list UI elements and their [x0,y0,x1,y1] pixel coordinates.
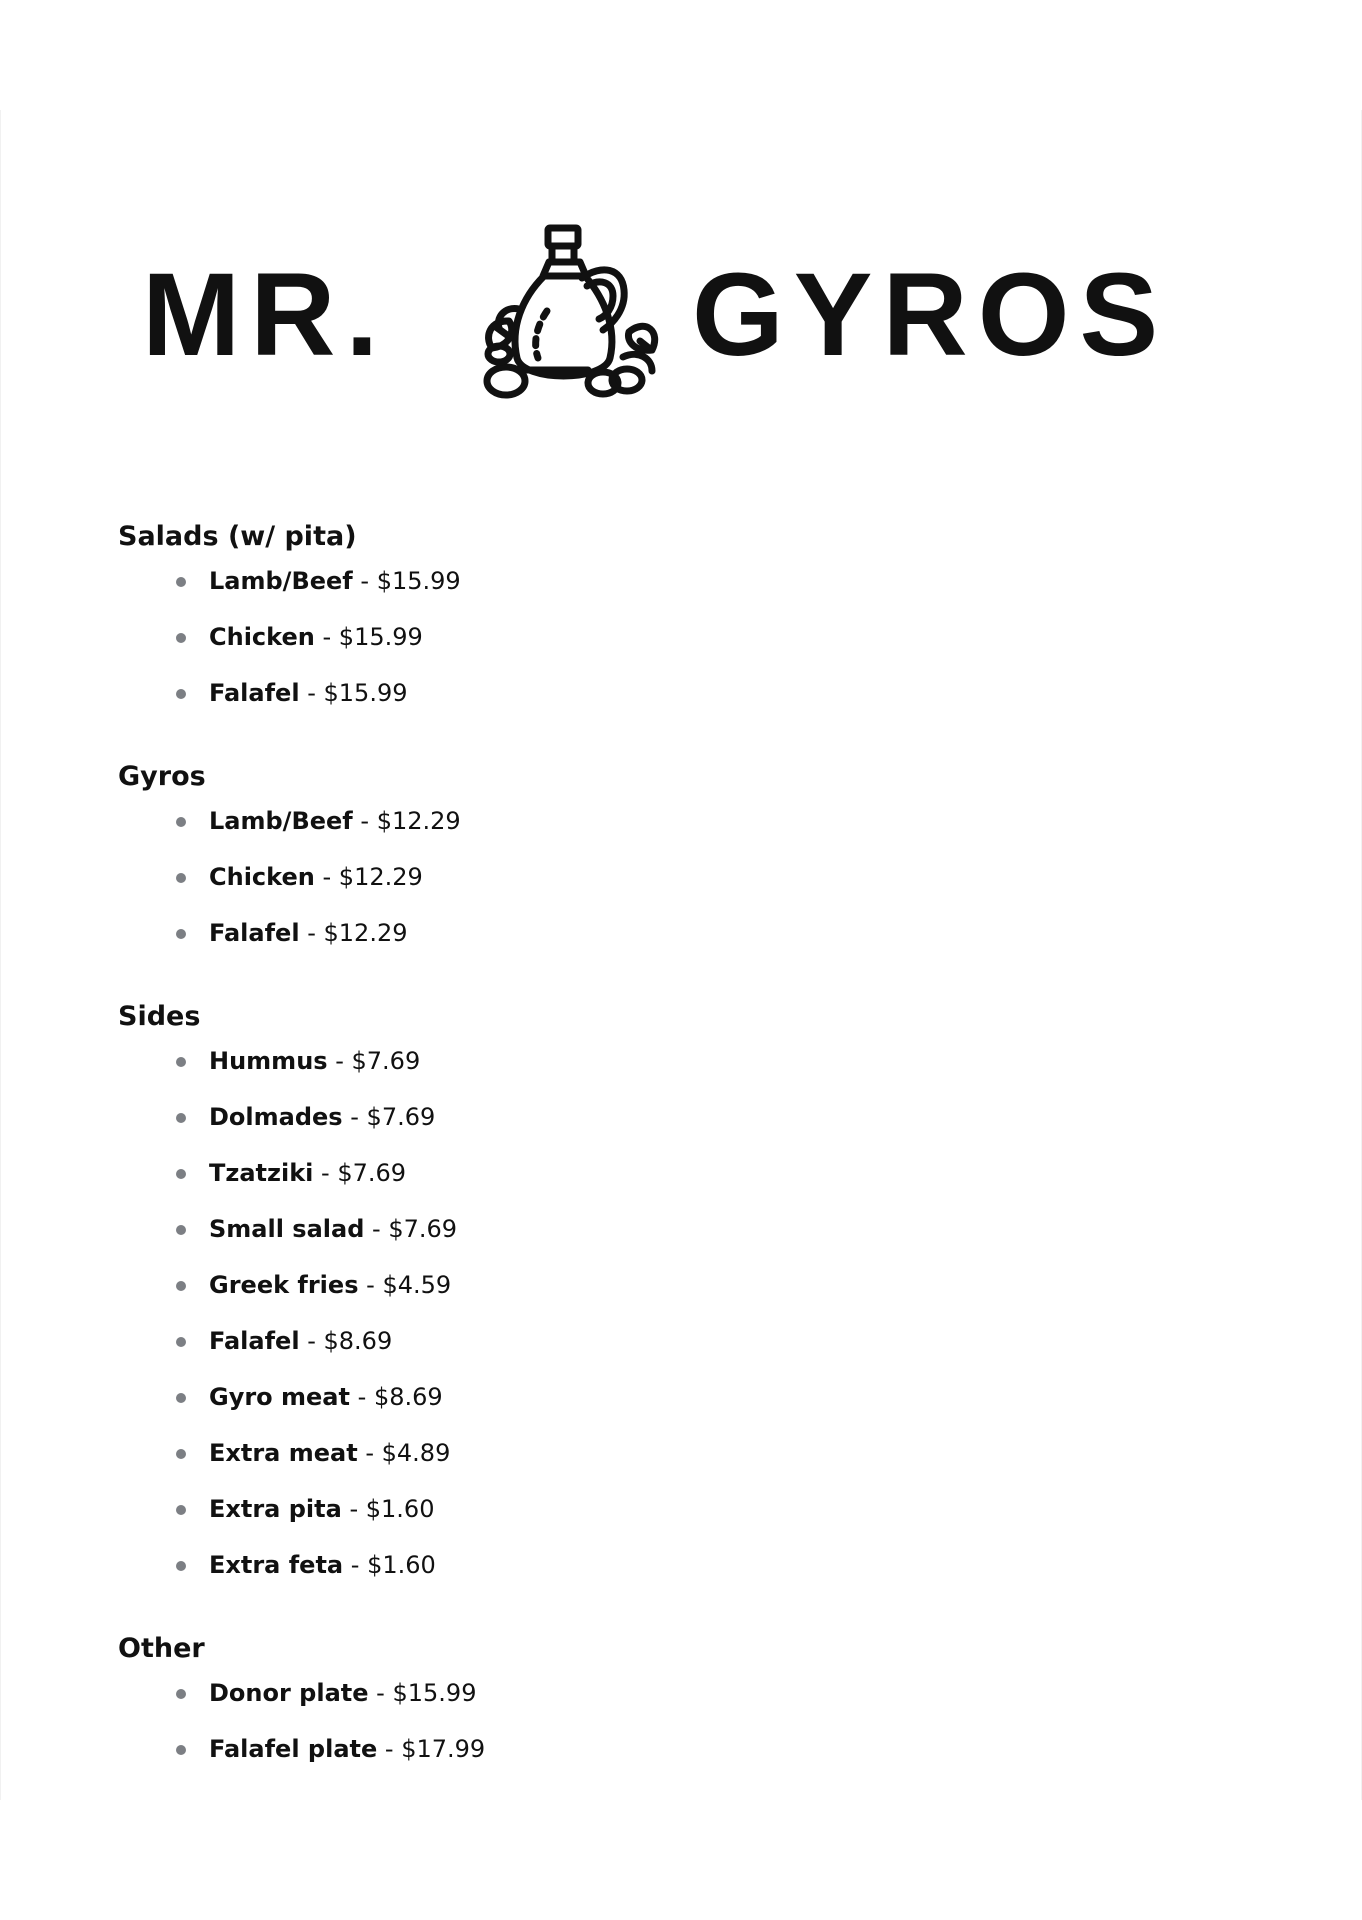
menu-item [209,1044,818,1100]
item-list [118,1676,818,1788]
item-name: Small salad [209,1215,365,1243]
item-list [118,564,818,732]
item-separator: - [372,1215,381,1243]
item-price: $8.69 [323,1327,393,1355]
menu-item [209,1156,818,1212]
item-price: $4.59 [382,1271,452,1299]
item-name: Gyro meat [209,1383,350,1411]
menu-section-other [118,1632,818,1788]
bullet-icon [176,817,186,827]
brand-header [142,220,1222,410]
item-name: Dolmades [209,1103,343,1131]
bullet-icon [176,1225,186,1235]
bullet-icon [176,633,186,643]
item-price: $15.99 [323,679,408,707]
item-separator: - [321,1159,330,1187]
item-name: Chicken [209,863,315,891]
item-separator: - [350,1551,360,1579]
menu-item [209,620,818,676]
item-price: $12.29 [338,863,423,891]
item-name: Greek fries [209,1271,359,1299]
menu-item [209,676,818,732]
bullet-icon [176,689,186,699]
item-price: $7.69 [388,1215,458,1243]
menu-section-gyros [118,760,818,972]
item-price: $1.60 [367,1551,436,1579]
item-name: Donor plate [209,1679,369,1707]
item-name: Extra pita [209,1495,342,1523]
logo-text-right: GYROS [692,249,1169,381]
item-separator: - [322,623,332,651]
logo-text-left: MR. [142,249,389,381]
item-price: $15.99 [338,623,423,651]
section-title: Gyros [118,761,206,792]
bullet-icon [176,1505,186,1515]
item-name: Lamb/Beef [209,567,353,595]
item-name: Extra feta [209,1551,344,1579]
item-separator: - [307,919,316,947]
item-price: $12.29 [323,919,408,947]
bullet-icon [176,1169,186,1179]
menu-section-salads [118,520,818,732]
item-separator: - [365,1439,374,1467]
item-name: Falafel [209,1327,300,1355]
section-title: Salads (w/ pita) [118,521,357,552]
section-title: Sides [118,1001,201,1032]
bullet-icon [176,1281,186,1291]
bullet-icon [176,1745,186,1755]
bullet-icon [176,1689,186,1699]
item-separator: - [366,1271,375,1299]
item-name: Lamb/Beef [209,807,353,835]
menu-content [118,520,818,1816]
menu-item [209,1268,818,1324]
item-separator: - [307,1327,316,1355]
bullet-icon [176,1561,186,1571]
menu-item [209,916,818,972]
menu-item [209,1732,818,1788]
item-separator: - [350,1103,359,1131]
menu-item [209,1380,818,1436]
item-name: Falafel [209,919,300,947]
item-name: Tzatziki [209,1159,314,1187]
menu-item [209,564,818,620]
item-price: $1.60 [365,1495,435,1523]
menu-item [209,860,818,916]
item-separator: - [322,863,332,891]
menu-item [209,1436,818,1492]
item-price: $7.69 [366,1103,436,1131]
item-separator: - [335,1047,344,1075]
item-separator: - [307,679,316,707]
item-separator: - [360,807,370,835]
item-price: $8.69 [373,1383,443,1411]
bullet-icon [176,1057,186,1067]
item-name: Extra meat [209,1439,358,1467]
menu-item [209,1676,818,1732]
olive-oil-jar-icon [462,220,672,410]
item-price: $15.99 [376,567,461,595]
item-separator: - [357,1383,367,1411]
item-separator: - [349,1495,359,1523]
bullet-icon [176,929,186,939]
item-name: Falafel [209,679,300,707]
item-name: Falafel plate [209,1735,378,1763]
item-price: $7.69 [337,1159,407,1187]
item-separator: - [376,1679,385,1707]
bullet-icon [176,1337,186,1347]
item-list [118,1044,818,1604]
menu-item [209,1324,818,1380]
item-name: Hummus [209,1047,328,1075]
menu-item [209,804,818,860]
item-separator: - [384,1735,394,1763]
bullet-icon [176,1449,186,1459]
bullet-icon [176,1393,186,1403]
item-price: $7.69 [351,1047,421,1075]
menu-item [209,1548,818,1604]
menu-item [209,1212,818,1268]
section-title: Other [118,1633,205,1664]
menu-item [209,1100,818,1156]
item-name: Chicken [209,623,315,651]
item-price: $4.89 [381,1439,451,1467]
item-price: $17.99 [401,1735,486,1763]
bullet-icon [176,1113,186,1123]
bullet-icon [176,577,186,587]
item-price: $12.29 [376,807,461,835]
item-price: $15.99 [392,1679,477,1707]
bullet-icon [176,873,186,883]
menu-section-sides [118,1000,818,1604]
item-list [118,804,818,972]
menu-item [209,1492,818,1548]
item-separator: - [360,567,370,595]
